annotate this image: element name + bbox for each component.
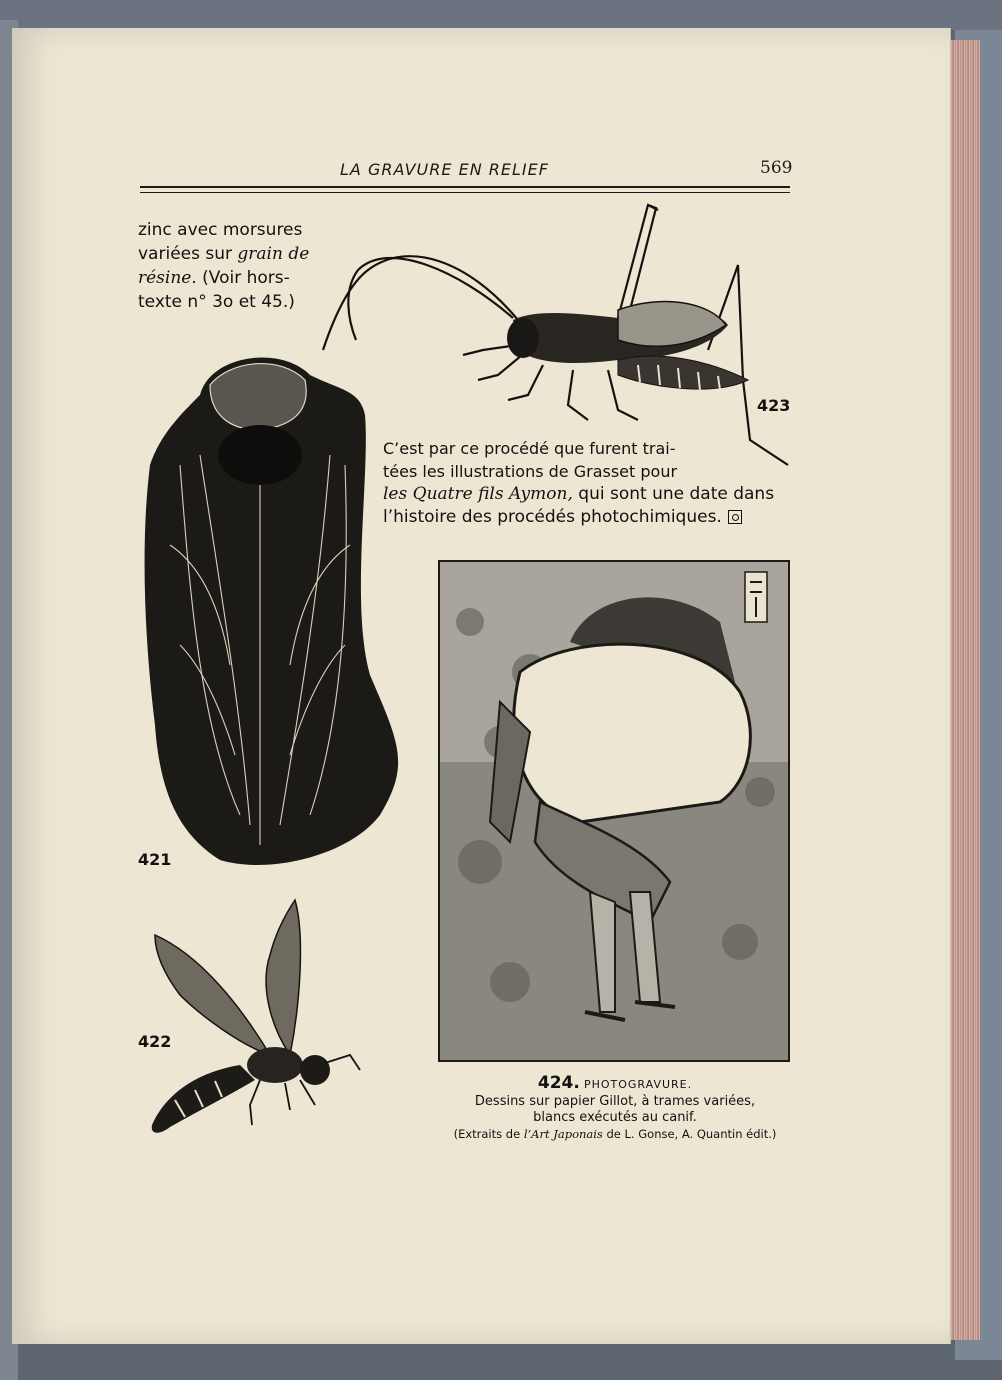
paragraph-line: tées les illustrations de Grasset pour (383, 462, 678, 481)
figure-number-421: 421 (138, 850, 172, 869)
figure-number-423: 423 (757, 396, 791, 415)
end-ornament-icon (728, 510, 742, 524)
left-text-line: résine. (Voir hors- (138, 268, 290, 288)
header-rule-thin (140, 192, 790, 193)
cicada-illustration (140, 345, 410, 875)
figure-caption-424 (435, 1074, 795, 1142)
caption-number: 424. (537, 1073, 580, 1093)
caption-source: (Extraits de l’Art Japonais de L. Gonse, A. Quantin édit.) (453, 1127, 777, 1141)
paragraph-line: les Quatre fils Aymon, qui sont une date dans (383, 484, 775, 504)
left-text-line: variées sur grain de (138, 244, 310, 264)
running-title: LA GRAVURE EN RELIEF (340, 160, 549, 179)
paragraph-line: l’histoire des procédés photochimiques. (383, 506, 793, 529)
photogravure-plate (438, 560, 790, 1062)
caption-line: Dessins sur papier Gillot, à trames variées, (474, 1094, 756, 1109)
caption-line: blancs exécutés au canif. (533, 1110, 697, 1125)
paragraph-line: C’est par ce procédé que furent trai- (383, 439, 676, 458)
book-cover-top (0, 0, 1002, 30)
caption-kind: PHOTOGRAVURE. (583, 1078, 693, 1091)
caption-title (435, 1074, 795, 1094)
wasp-illustration (140, 895, 370, 1145)
left-text-line: zinc avec morsures (138, 220, 303, 240)
page-number: 569 (760, 158, 793, 178)
left-text-block (138, 218, 320, 314)
japanese-print-illustration (440, 562, 788, 1060)
left-text-line: texte n° 3o et 45.) (138, 292, 295, 312)
header-rule (140, 186, 790, 188)
figure-number-422: 422 (138, 1032, 172, 1051)
